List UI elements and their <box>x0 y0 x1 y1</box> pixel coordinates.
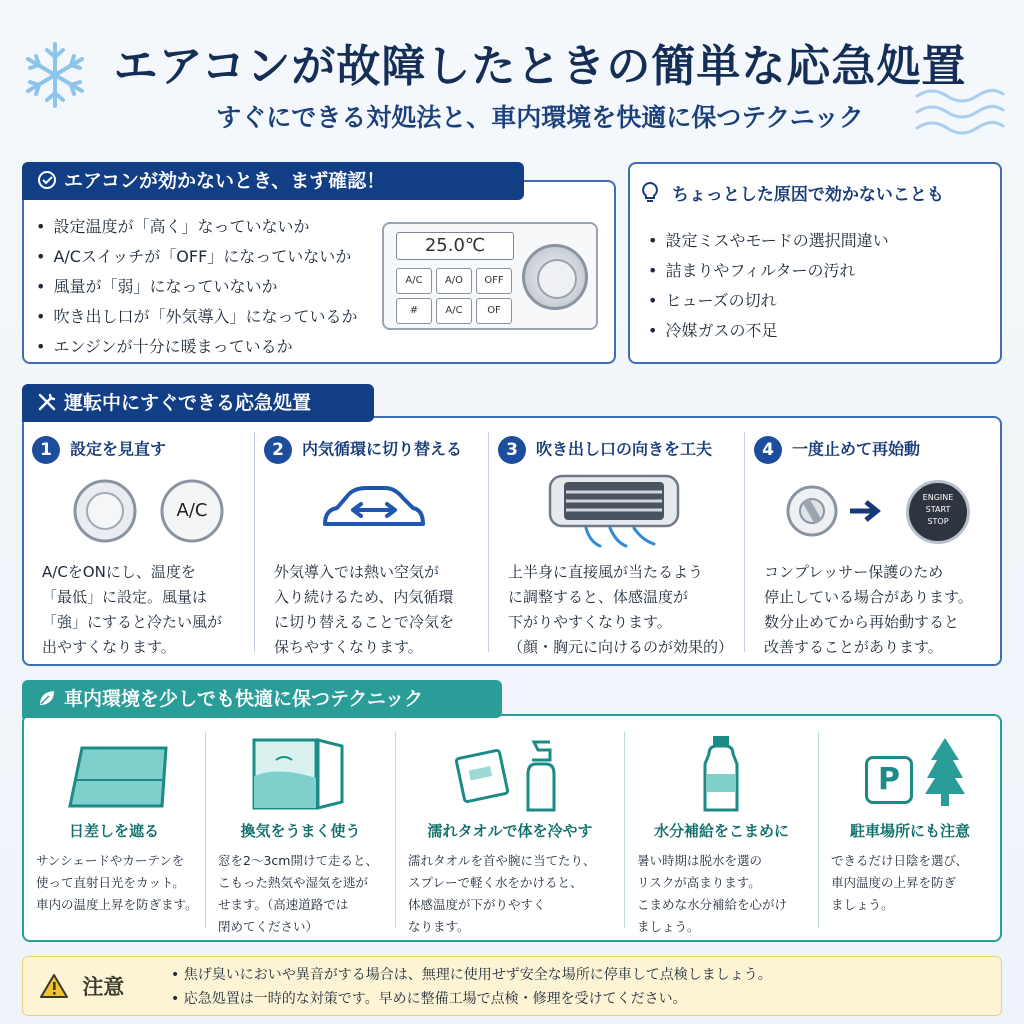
ac-button: OFF <box>476 268 512 294</box>
warning-triangle-icon <box>39 975 82 999</box>
step-number: 4 <box>754 436 782 464</box>
page-title: エアコンが故障したときの簡単な応急処置 <box>113 41 967 92</box>
tip-title: 水分補給をこまめに <box>653 822 789 840</box>
ac-button-label: A/C <box>176 500 208 521</box>
step-title: 一度止めて再始動 <box>792 439 921 459</box>
step-text: コンプレッサー保護のため 停止している場合があります。 数分止めてから再始動すると 改善することがあります。 <box>764 563 973 656</box>
step-heading <box>498 436 712 466</box>
tip-wet-towel <box>398 730 622 935</box>
warning-label <box>39 971 124 1001</box>
comfort-heading-text: 車内環境を少しでも快適に保つテクニック <box>64 688 424 710</box>
list-item: • 冷媒ガスの不足 <box>648 316 988 346</box>
list-item: • 詰まりやフィルターの汚れ <box>648 256 988 286</box>
open-window-icon <box>248 736 348 812</box>
step-text: 外気導入では熱い空気が 入り続けるため、内気循環 に切り替えることで冷気を 保ちやすくなります。 <box>274 563 455 656</box>
step-title: 内気循環に切り替える <box>302 439 463 459</box>
warning-box <box>22 956 1002 1016</box>
warning-lines <box>171 963 991 1011</box>
engine-button-label: ENGINE START STOP <box>922 493 954 526</box>
causes-heading-text: ちょっとした原因で効かないことも <box>671 185 944 205</box>
air-vent-icon <box>546 472 682 554</box>
step-heading <box>264 436 462 466</box>
step-text: A/CをONにし、温度を 「最低」に設定。風量は 「強」にすると冷たい風が 出やすくなります。 <box>42 563 223 656</box>
tip-text: 窓を2〜3cm開けて走ると、 こもった熱気や湿気を逃が せます。（高速道路では 閉めてください） <box>218 853 378 934</box>
lightbulb-icon <box>640 185 672 205</box>
step-title: 設定を見直す <box>70 439 167 459</box>
step-title: 吹き出し口の向きを工夫 <box>536 439 713 459</box>
car-recirculation-icon <box>319 480 429 540</box>
warning-line: • 応急処置は一時的な対策です。早めに整備工場で点検・修理を受けてください。 <box>171 987 991 1011</box>
warning-line: • 焦げ臭いにおいや異音がする場合は、無理に使用せず安全な場所に停車して点検しましょう。 <box>171 963 991 987</box>
wind-waves-icon <box>915 82 1005 142</box>
list-item: • 設定ミスやモードの選択間違い <box>648 226 988 256</box>
step-4 <box>754 430 989 660</box>
tools-icon <box>36 384 58 422</box>
tip-parking <box>821 730 999 935</box>
tip-title: 日差しを遮る <box>68 822 159 840</box>
list-item: • 吹き出し口が「外気導入」になっているか <box>36 302 381 332</box>
warning-label-text: 注意 <box>82 975 125 999</box>
divider <box>205 732 206 928</box>
step-number: 1 <box>32 436 60 464</box>
tip-text: 暑い時期は脱水を選の リスクが高まります。 こまめな水分補給を心がけ ましょう。 <box>637 853 788 934</box>
ac-temperature-display: 25.0℃ <box>396 232 514 260</box>
step-2 <box>264 430 499 660</box>
water-bottle-icon <box>699 734 743 814</box>
ac-button: A/C <box>436 298 472 324</box>
ignition-key-and-arrow-icon <box>784 478 884 548</box>
list-item: • エンジンが十分に暖まっているか <box>36 332 381 362</box>
towel-and-spray-bottle-icon <box>454 736 574 816</box>
tip-text: できるだけ日陰を選び、 車内温度の上昇を防ぎ ましょう。 <box>831 853 969 912</box>
tip-text: サンシェードやカーテンを 使って直射日光をカット。 車内の温度上昇を防ぎます。 <box>36 853 198 912</box>
ac-control-panel-illustration <box>382 222 598 330</box>
divider <box>818 732 819 928</box>
list-item: • A/Cスイッチが「OFF」になっていないか <box>36 242 381 272</box>
list-item: • ヒューズの切れ <box>648 286 988 316</box>
tip-title: 濡れタオルで体を冷やす <box>427 822 593 840</box>
check-heading-text: エアコンが効かないとき、まず確認！ <box>64 170 386 192</box>
list-item: • 風量が「弱」になっていないか <box>36 272 381 302</box>
step-1 <box>32 430 267 660</box>
causes-list <box>648 226 988 346</box>
snowflake-icon <box>20 40 90 110</box>
ac-button: A/O <box>436 268 472 294</box>
step-3 <box>498 430 733 660</box>
step-text: 上半身に直接風が当たるよう に調整すると、体感温度が 下がりやすくなります。 （顔・胸元に向けるのが効果的） <box>508 563 734 656</box>
divider <box>624 732 625 928</box>
tip-title: 駐車場所にも注意 <box>849 822 970 840</box>
emergency-heading <box>22 384 374 422</box>
check-circle-icon <box>36 162 58 200</box>
divider <box>744 432 745 652</box>
tip-text: 濡れタオルを首や腕に当てたり、 スプレーで軽く水をかけると、 体感温度が下がりやすく なります。 <box>408 853 596 934</box>
step-heading <box>754 436 920 466</box>
sunshade-windshield-icon <box>62 740 172 810</box>
step-heading <box>32 436 166 466</box>
ac-button: OF <box>476 298 512 324</box>
ac-dial-knob <box>522 244 588 310</box>
step-number: 2 <box>264 436 292 464</box>
tip-title: 換気をうまく使う <box>240 822 361 840</box>
parking-sign-icon: P <box>865 756 913 804</box>
ac-button: # <box>396 298 432 324</box>
leaf-icon <box>36 680 58 718</box>
divider <box>395 732 396 928</box>
page-subtitle: すぐにできる対処法と、車内環境を快適に保つテクニック <box>216 103 864 132</box>
comfort-heading <box>22 680 502 718</box>
tip-sunshade <box>26 730 202 935</box>
tip-ventilation <box>208 730 393 935</box>
check-list <box>36 212 381 362</box>
causes-heading <box>640 180 1000 205</box>
step-number: 3 <box>498 436 526 464</box>
list-item: • 設定温度が「高く」なっていないか <box>36 212 381 242</box>
check-heading <box>22 162 524 200</box>
emergency-heading-text: 運転中にすぐできる応急処置 <box>64 392 312 414</box>
tree-icon <box>925 736 965 808</box>
ac-button: A/C <box>396 268 432 294</box>
tip-hydration <box>627 730 816 935</box>
